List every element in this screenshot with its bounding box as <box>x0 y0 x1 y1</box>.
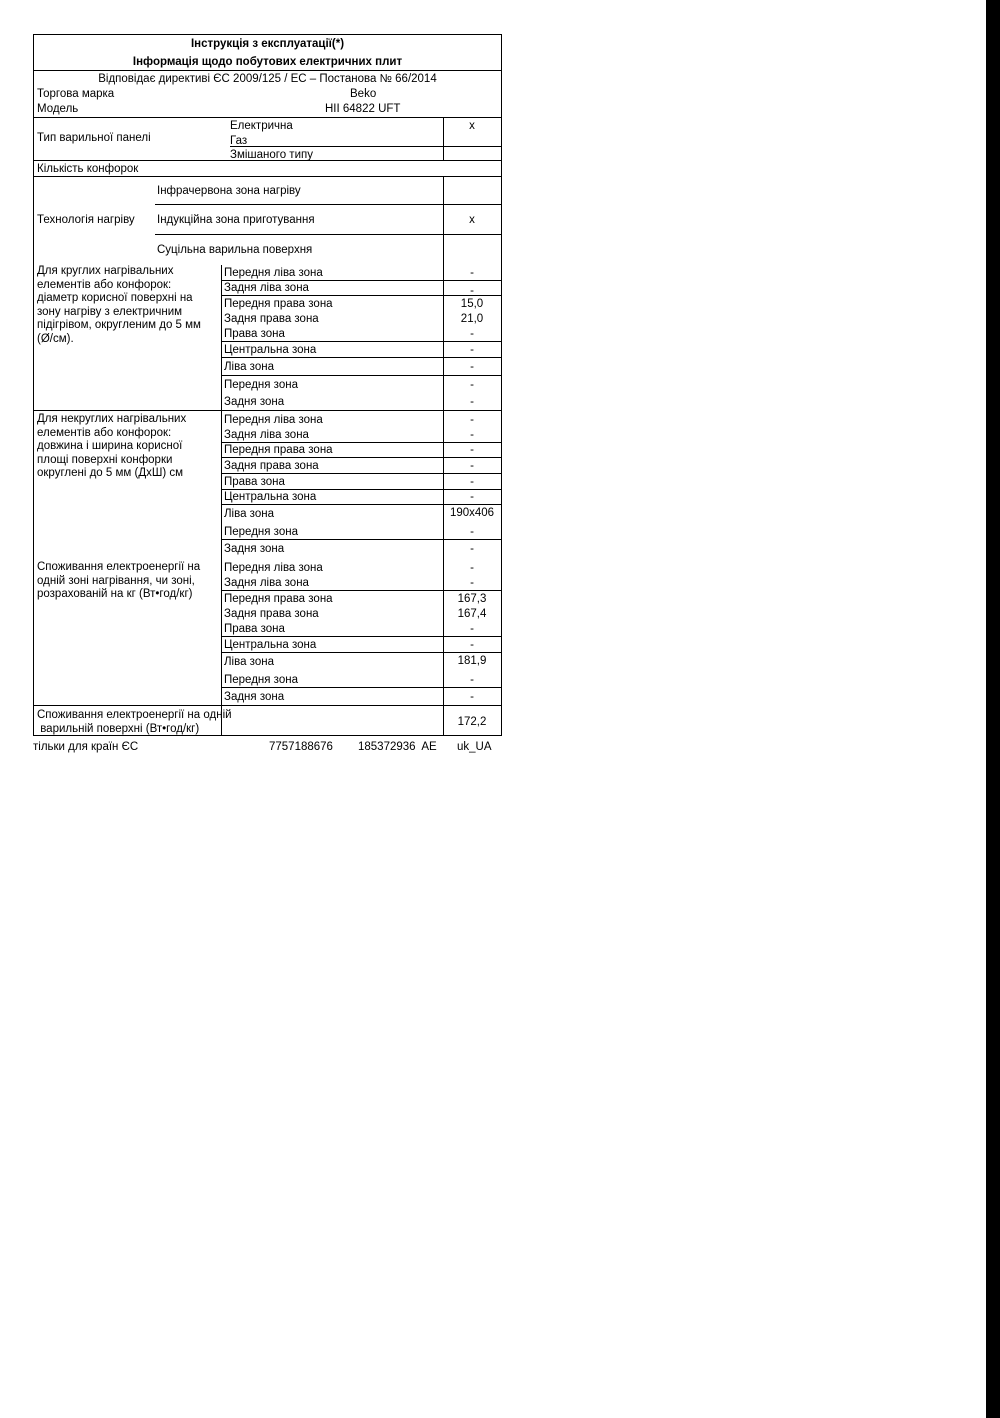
nonround-zone-value: - <box>470 476 474 488</box>
heating-tech-induction-value: x <box>469 214 475 226</box>
consumption-zone-label: Задня зона <box>224 691 285 703</box>
nonround-zone-label: Передня права зона <box>224 444 333 456</box>
consumption-zone-label: Передня права зона <box>224 593 333 605</box>
consumption-zone-value: - <box>470 674 474 686</box>
panel-type-electric-value: x <box>469 120 475 132</box>
consumption-zone-value: 181,9 <box>457 655 487 667</box>
nonround-zone-value: - <box>470 444 474 456</box>
panel-type-label: Тип варильної панелі <box>37 132 151 144</box>
round-zone-value: - <box>470 285 474 297</box>
consumption-zone-label: Передня зона <box>224 674 298 686</box>
sheet-subtitle: Інформація щодо побутових електричних плит <box>132 56 403 68</box>
round-zone-label: Передня ліва зона <box>224 267 323 279</box>
heating-tech-label: Технологія нагріву <box>37 214 135 226</box>
round-zone-label: Передня права зона <box>224 298 333 310</box>
round-zone-value: - <box>470 396 474 408</box>
nonround-zone-value: - <box>470 526 474 538</box>
nonround-zone-label: Центральна зона <box>224 491 317 503</box>
brand-label: Торгова марка <box>37 88 115 100</box>
nonround-zone-label: Ліва зона <box>224 508 274 520</box>
round-zone-value: - <box>470 361 474 373</box>
energy-info-sheet <box>33 34 502 737</box>
nonround-zone-value: - <box>470 491 474 503</box>
nonround-zone-value: - <box>470 414 474 426</box>
round-zone-value: - <box>470 344 474 356</box>
footer-note: тільки для країн ЄС <box>33 741 139 753</box>
total-label-line1: Споживання електроенергії на одній <box>37 709 232 721</box>
nonround-zone-label: Передня зона <box>224 526 298 538</box>
total-label-line2: варильній поверхні (Вт•год/кг) <box>37 723 200 735</box>
consumption-zone-value: - <box>470 623 474 635</box>
round-zone-value: 21,0 <box>460 313 484 325</box>
consumption-zone-label: Задня ліва зона <box>224 577 309 589</box>
round-zone-label: Центральна зона <box>224 344 317 356</box>
consumption-zone-value: 167,4 <box>457 608 487 620</box>
round-zone-label: Задня права зона <box>224 313 319 325</box>
heating-tech-induction: Індукційна зона приготування <box>157 214 315 226</box>
nonround-zone-label: Права зона <box>224 476 285 488</box>
sheet-title: Інструкція з експлуатації(*) <box>190 38 345 50</box>
consumption-zone-value: - <box>470 691 474 703</box>
consumption-zone-value: - <box>470 562 474 574</box>
burners-count-label: Кількість конфорок <box>37 163 139 175</box>
panel-type-electric: Електрична <box>230 120 293 132</box>
nonround-zone-value: - <box>470 460 474 472</box>
footer-locale: uk_UA <box>457 741 492 753</box>
consumption-zone-value: - <box>470 577 474 589</box>
brand-value: Beko <box>350 88 377 100</box>
consumption-zone-label: Передня ліва зона <box>224 562 323 574</box>
heating-tech-solid: Суцільна варильна поверхня <box>157 244 313 256</box>
nonround-zone-value: - <box>470 429 474 441</box>
consumption-zone-value: 167,3 <box>457 593 487 605</box>
round-section-label: Для круглих нагрівальних елементів або конфорок: діаметр корисної поверхні на зону нагріву з електричним підігрівом, округленим до 5 мм (Ø/см). <box>37 265 201 345</box>
round-zone-label: Задня ліва зона <box>224 282 309 294</box>
consumption-zone-label: Центральна зона <box>224 639 317 651</box>
model-value: HII 64822 UFT <box>325 103 401 115</box>
round-zone-label: Права зона <box>224 328 285 340</box>
nonround-zone-label: Передня ліва зона <box>224 414 323 426</box>
consumption-zone-label: Ліва зона <box>224 656 274 668</box>
heating-tech-infrared: Інфрачервона зона нагріву <box>157 185 301 197</box>
round-zone-label: Ліва зона <box>224 361 274 373</box>
nonround-section-label: Для некруглих нагрівальних елементів або конфорок: довжина і ширина корисної площі поверхні конфорки округлені до 5 мм (ДхШ) см <box>37 413 187 479</box>
round-zone-value: - <box>470 328 474 340</box>
consumption-section-label: Споживання електроенергії на одній зоні нагрівання, чи зоні, розрахованій на кг (Вт•год/кг) <box>37 561 201 600</box>
round-zone-label: Передня зона <box>224 379 298 391</box>
total-value: 172,2 <box>457 716 487 728</box>
energy-info-table <box>33 34 502 736</box>
panel-type-mixed: Змішаного типу <box>230 149 313 161</box>
round-zone-value: - <box>470 379 474 391</box>
nonround-zone-label: Задня ліва зона <box>224 429 309 441</box>
round-zone-value: - <box>470 267 474 279</box>
footer-code2: 185372936 AE <box>358 741 437 753</box>
directive-text: Відповідає директиві ЄС 2009/125 / ЕС – Постанова № 66/2014 <box>98 73 437 85</box>
panel-type-gas: Газ <box>230 135 248 147</box>
footer-code1: 7757188676 <box>269 741 333 753</box>
model-label: Модель <box>37 103 79 115</box>
nonround-zone-value: 190x406 <box>449 507 495 519</box>
round-zone-value: 15,0 <box>460 298 484 310</box>
nonround-zone-label: Задня зона <box>224 543 285 555</box>
nonround-zone-label: Задня права зона <box>224 460 319 472</box>
consumption-zone-label: Права зона <box>224 623 285 635</box>
round-zone-label: Задня зона <box>224 396 285 408</box>
consumption-zone-label: Задня права зона <box>224 608 319 620</box>
nonround-zone-value: - <box>470 543 474 555</box>
consumption-zone-value: - <box>470 639 474 651</box>
